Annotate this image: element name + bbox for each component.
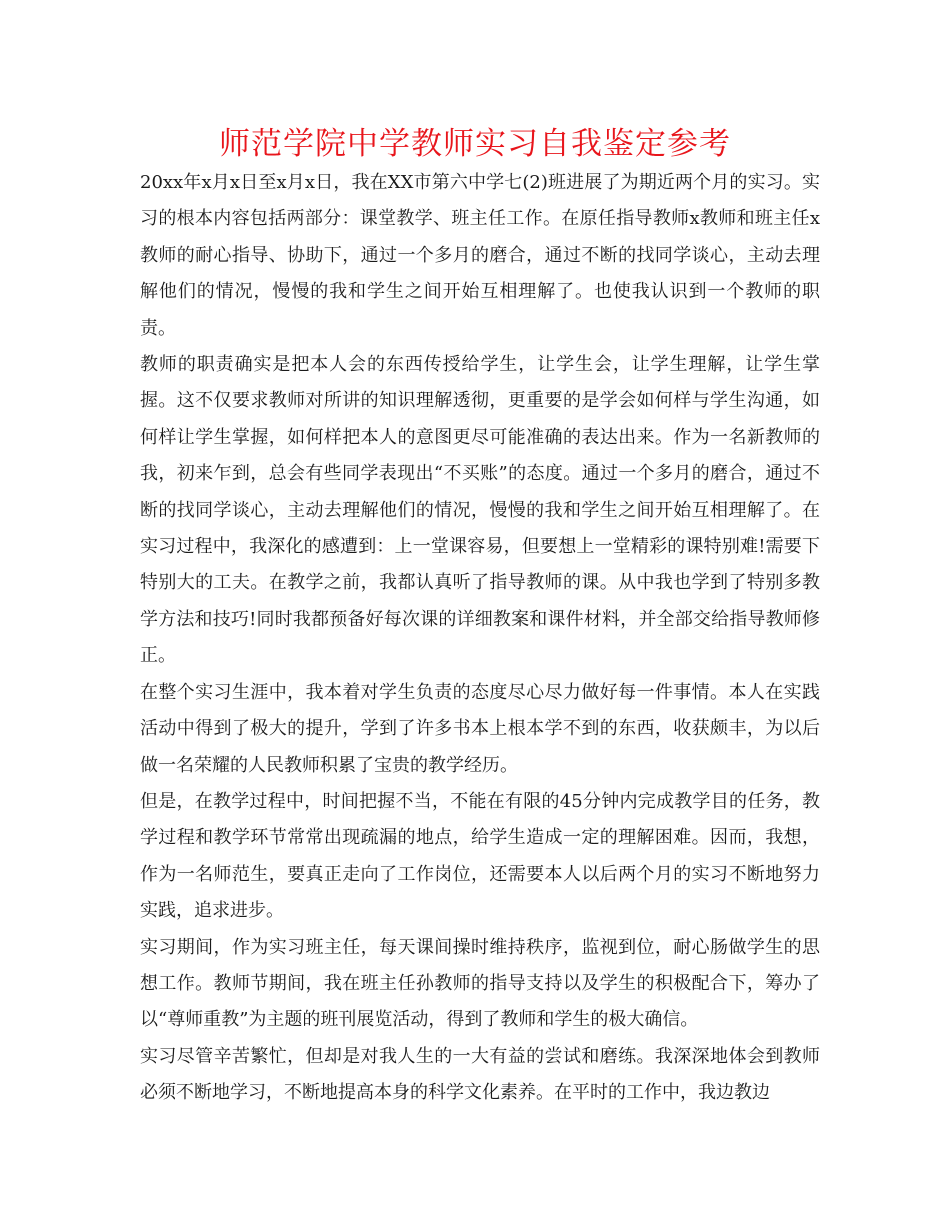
paragraph-class-teacher-work: 实习期间，作为实习班主任，每天课间操时维持秩序，监视到位，耐心肠做学生的思想工作。教师节期间，我在班主任孙教师的指导支持以及学生的积极配合下，筹办了以“尊师重教”为主题的班刊展览活动，得到了教师和学生的极大确信。 (140, 936, 820, 1031)
page-title: 师范学院中学教师实习自我鉴定参考 (219, 126, 731, 162)
paragraph-teacher-duties: 教师的职责确实是把本人会的东西传授给学生，让学生会，让学生理解，让学生掌握。这不仅要求教师对所讲的知识理解透彻，更重要的是学会如何样与学生沟通，如何样让学生掌握，如何样把本人的意图更尽可能准确的表达出来。作为一名新教师的我，初来乍到，总会有些同学表现出“不买账”的态度。通过一个多月的磨合，通过不断的找同学谈心，主动去理解他们的情况，慢慢的我和学生之间开始互相理解了。在实习过程中，我深化的感遭到：上一堂课容易，但要想上一堂精彩的课特别难!需要下特别大的工夫。在教学之前，我都认真听了指导教师的课。从中我也学到了特别多教学方法和技巧!同时我都预备好每次课的详细教案和课件材料，并全部交给指导教师修正。 (140, 354, 820, 667)
paragraph-internship-gains: 在整个实习生涯中，我本着对学生负责的态度尽心尽力做好每一件事情。本人在实践活动中得到了极大的提升，学到了许多书本上根本学不到的东西，收获颇丰，为以后做一名荣耀的人民教师积累了宝贵的教学经历。 (140, 681, 820, 776)
document-body (140, 165, 820, 1112)
paragraph-shortcomings: 但是，在教学过程中，时间把握不当，不能在有限的45分钟内完成教学目的任务，教学过程和教学环节常常出现疏漏的地点，给学生造成一定的理解困难。因而，我想，作为一名师范生，要真正走向了工作岗位，还需要本人以后两个月的实习不断地努力实践，追求进步。 (140, 790, 820, 922)
paragraph-reflection: 实习尽管辛苦繁忙，但却是对我人生的一大有益的尝试和磨练。我深深地体会到教师必须不断地学习，不断地提高本身的科学文化素养。在平时的工作中，我边教边 (140, 1045, 820, 1104)
paragraph-internship-overview: 20xx年x月x日至x月x日，我在XX市第六中学七(2)班进展了为期近两个月的实习。实习的根本内容包括两部分：课堂教学、班主任工作。在原任指导教师x教师和班主任x教师的耐心指导、协助下，通过一个多月的磨合，通过不断的找同学谈心，主动去理解他们的情况，慢慢的我和学生之间开始互相理解了。也使我认识到一个教师的职责。 (140, 172, 820, 339)
